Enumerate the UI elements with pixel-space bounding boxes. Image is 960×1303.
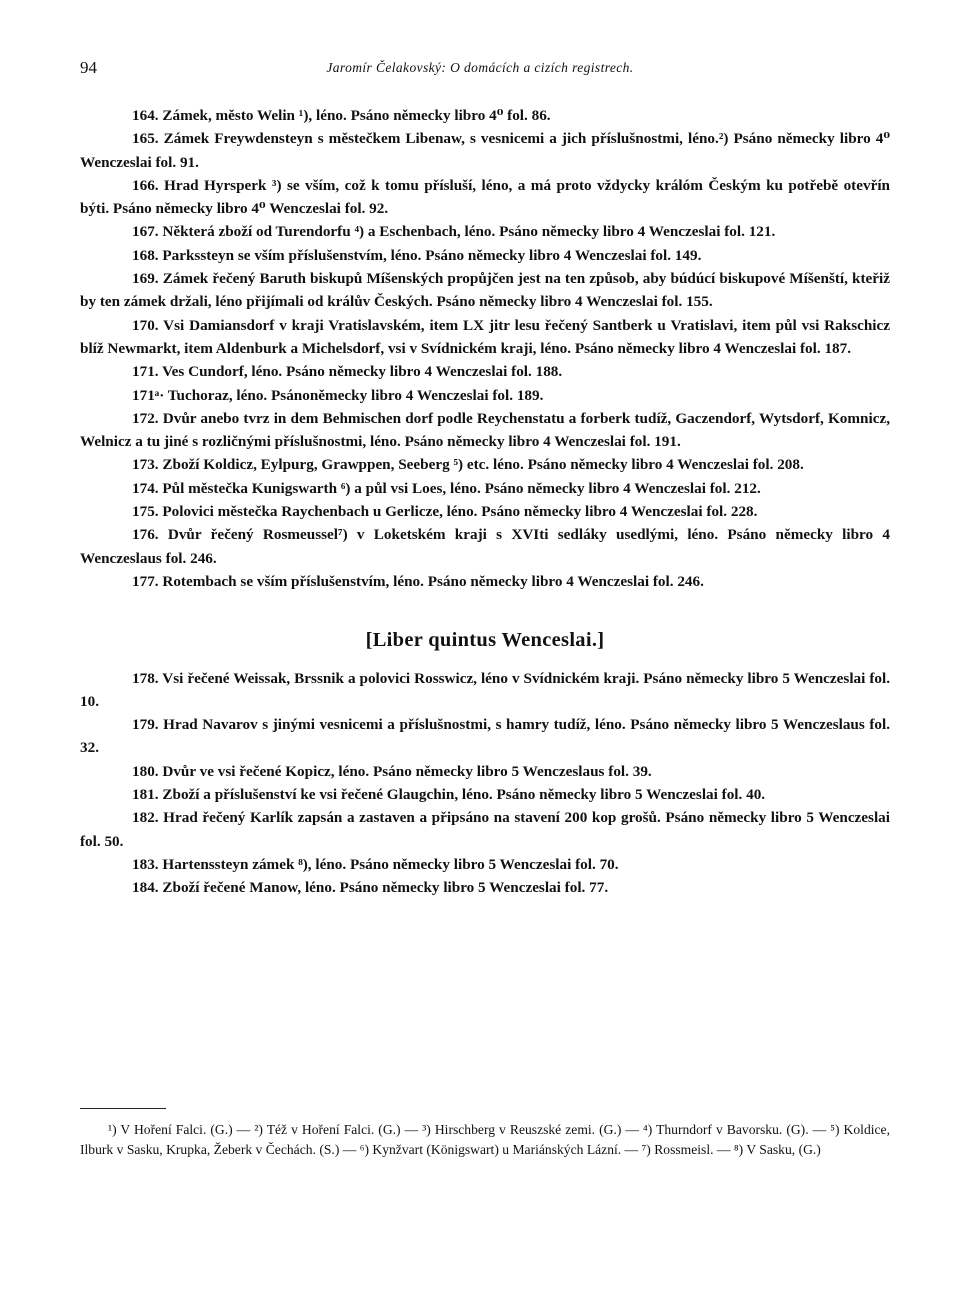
entry-171a: 171ᵃ· Tuchoraz, léno. Psánoněmecky libro 4 Wenczeslai fol. 189.	[132, 386, 544, 404]
footnote-divider	[80, 1108, 166, 1109]
entry-174: 174. Půl městečka Kunigswarth ⁶) a půl vsi Loes, léno. Psáno německy libro 4 Wenczeslai fol. 212.	[132, 479, 761, 497]
entry-178: 178. Vsi řečené Weissak, Brssnik a polovici Rosswicz, léno v Svídnickém kraji. Psáno německy libro 5 Wenczeslai fol. 10.	[80, 669, 890, 710]
entry-179: 179. Hrad Navarov s jinými vesnicemi a příslušnostmi, s hamry tudíž, léno. Psáno německy libro 5 Wenczeslaus fol. 32.	[80, 716, 890, 757]
section-title: [Liber quintus Wenceslai.]	[365, 629, 605, 652]
page-number: 94	[80, 58, 97, 77]
entry-184: 184. Zboží řečené Manow, léno. Psáno německy libro 5 Wenczeslai fol. 77.	[132, 879, 609, 897]
entry-170: 170. Vsi Damiansdorf v kraji Vratislavském, item LX jitr lesu řečený Santberk u Vratislavi, item půl vsi Rakschicz blíž Newmarkt, item Aldenburk a Michelsdorf, vsi v Svídnickém kraji, léno. Psáno německy libro 4 Wenczeslai fol. 187.	[80, 316, 890, 357]
entry-182: 182. Hrad řečený Karlík zapsán a zastaven a připsáno na stavení 200 kop grošů. Psáno německy libro 5 Wenczeslai fol. 50.	[80, 809, 890, 850]
entry-175: 175. Polovici městečka Raychenbach u Gerlicze, léno. Psáno německy libro 4 Wenczeslai fol. 228.	[132, 503, 758, 521]
entry-177: 177. Rotembach se vším příslušenstvím, léno. Psáno německy libro 4 Wenczeslai fol. 246.	[132, 572, 704, 590]
main-text	[80, 104, 890, 900]
footnotes	[80, 1120, 890, 1159]
entry-165: 165. Zámek Freywdensteyn s městečkem Libenaw, s vesnicemi a jich příslušnostmi, léno.²) Psáno německy libro 4⁰ Wenczeslai fol. 91.	[80, 130, 890, 171]
entry-180: 180. Dvůr ve vsi řečené Kopicz, léno. Psáno německy libro 5 Wenczeslaus fol. 39.	[132, 762, 652, 780]
entry-173: 173. Zboží Koldicz, Eylpurg, Grawppen, Seeberg ⁵) etc. léno. Psáno německy libro 4 Wenczeslai fol. 208.	[132, 456, 804, 474]
entry-171: 171. Ves Cundorf, léno. Psáno německy libro 4 Wenczeslai fol. 188.	[132, 363, 563, 381]
entry-176: 176. Dvůr řečený Rosmeussel⁷) v Loketském kraji s XVIti sedláky usedlými, léno. Psáno německy libro 4 Wenczeslaus fol. 246.	[80, 526, 890, 567]
entry-183: 183. Hartenssteyn zámek ⁸), léno. Psáno německy libro 5 Wenczeslai fol. 70.	[132, 855, 619, 873]
page-header	[80, 58, 880, 82]
entry-166: 166. Hrad Hyrsperk ³) se vším, což k tomu přísluší, léno, a má proto vždycky králóm Českým ku potřebě otevřín býti. Psáno německy libro 4⁰ Wenczeslai fol. 92.	[80, 176, 890, 218]
entry-168: 168. Parkssteyn se vším příslušenstvím, léno. Psáno německy libro 4 Wenczeslai fol. 149.	[132, 246, 702, 264]
entry-181: 181. Zboží a příslušenství ke vsi řečené Glaugchin, léno. Psáno německy libro 5 Wenczeslai fol. 40.	[132, 786, 766, 804]
entry-167: 167. Některá zboží od Turendorfu ⁴) a Eschenbach, léno. Psáno německy libro 4 Wenczeslai fol. 121.	[132, 223, 776, 241]
footnote-text: ¹) V Hoření Falci. (G.) — ²) Též v Hoření Falci. (G.) — ³) Hirschberg v Reuszské zemi. (G.) — ⁴) Thurndorf v Bavorsku. (G). — ⁵) Koldice, Ilburk v Sasku, Krupka, Žeberk v Čechách. (S.) — ⁶) Kynžvart (Königswart) u Mariánských Lázní. — ⁷) Rossmeisl. — ⁸) V Sasku, (G.)	[80, 1122, 890, 1157]
entry-169: 169. Zámek řečený Baruth biskupů Míšenských propůjčen jest na ten způsob, aby búdúcí biskupové Míšenští, kteřiž by ten zámek držali, léno přijímali od králův Českých. Psáno německy libro 4 Wenczeslai fol. 155.	[80, 270, 890, 311]
entry-164: 164. Zámek, město Welin ¹), léno. Psáno německy libro 4⁰ fol. 86.	[132, 107, 551, 124]
running-title: Jaromír Čelakovský: O domácích a cizích registrech.	[326, 60, 634, 75]
entry-172: 172. Dvůr anebo tvrz in dem Behmischen dorf podle Reychenstatu a forberk tudíž, Gaczendorf, Wytsdorf, Komnicz, Welnicz a tu jiné s rozličnými příslušnostmi, léno. Psáno německy libro 4 Wenczeslai fol. 191.	[80, 409, 890, 451]
